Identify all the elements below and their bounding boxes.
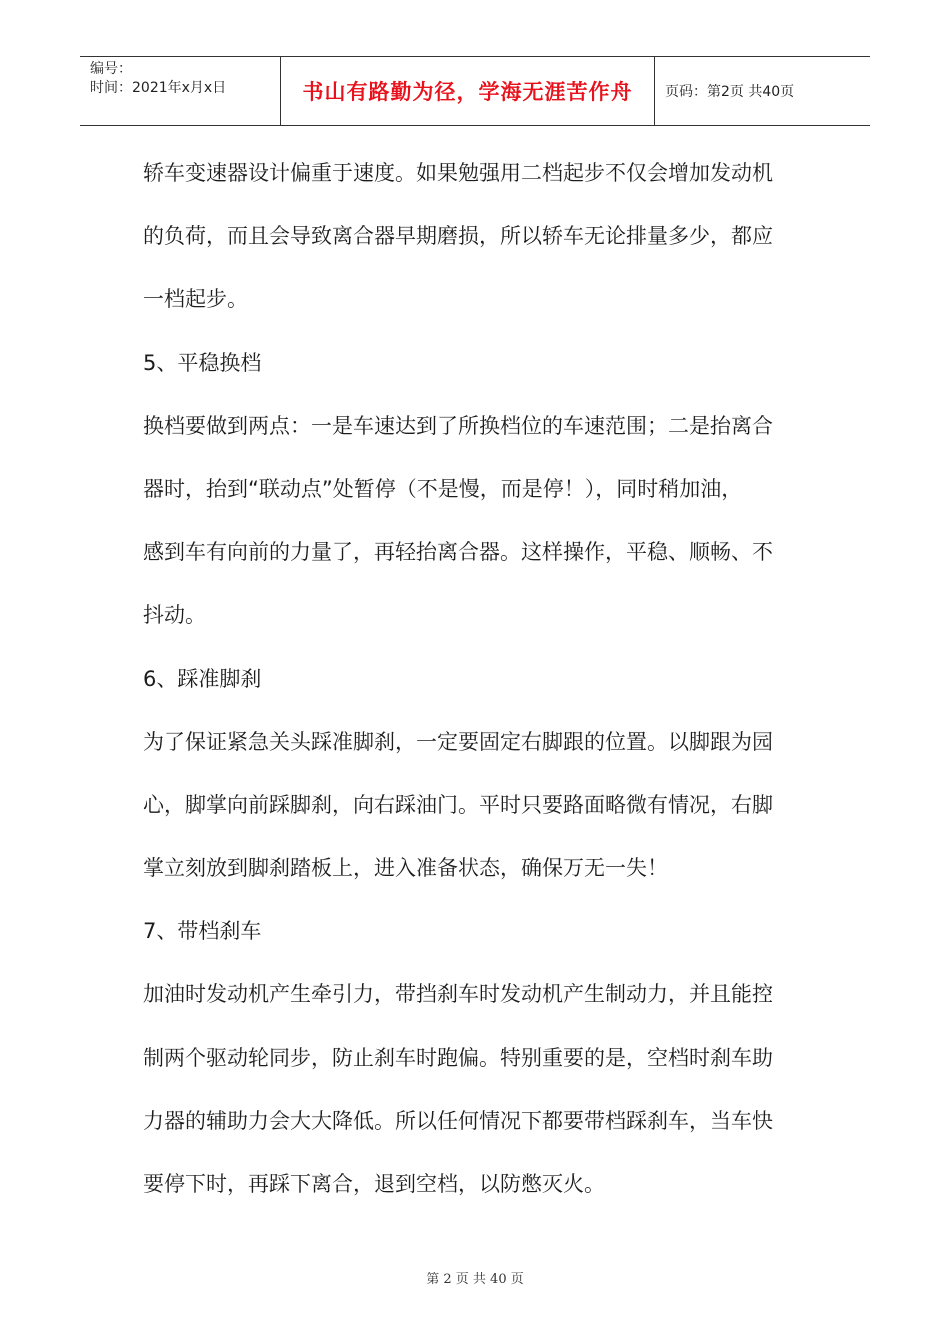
text-line: 轿车变速器设计偏重于速度。如果勉强用二档起步不仅会增加发动机 <box>143 161 773 185</box>
section-heading: 7、带档刹车 <box>143 919 262 944</box>
text-line: 掌立刻放到脚刹踏板上，进入准备状态，确保万无一失！ <box>143 856 668 881</box>
header-meta <box>80 57 281 125</box>
text-line: 的负荷，而且会导致离合器早期磨损，所以轿车无论排量多少，都应 <box>143 224 773 249</box>
text-line: 要停下时，再踩下离合，退到空档，以防憋灭火。 <box>143 1172 605 1196</box>
page-footer: 第 2 页 共 40 页 <box>426 1272 524 1287</box>
text-line: 一档起步。 <box>143 287 248 312</box>
text-line: 力器的辅助力会大大降低。所以任何情况下都要带档踩刹车，当车快 <box>143 1108 773 1133</box>
text-line: 制两个驱动轮同步，防止刹车时跑偏。特别重要的是，空档时刹车助 <box>143 1045 773 1070</box>
text-line: 感到车有向前的力量了，再轻抬离合器。这样操作，平稳、顺畅、不 <box>143 540 773 565</box>
text-line: 心，脚掌向前踩脚刹，向右踩油门。平时只要路面略微有情况，右脚 <box>143 792 773 817</box>
text-line: 抖动。 <box>143 603 206 628</box>
text-line: 为了保证紧急关头踩准脚刹，一定要固定右脚跟的位置。以脚跟为园 <box>143 729 773 754</box>
section-heading: 5、平稳换档 <box>143 350 262 375</box>
header-motto: 书山有路勤为径，学海无涯苦作舟 <box>281 57 655 125</box>
document-body <box>143 142 793 1216</box>
text-line: 器时，抬到“联动点”处暂停（不是慢，而是停！），同时稍加油， <box>143 476 743 501</box>
section-heading: 6、踩准脚刹 <box>143 666 262 691</box>
time-label: 时间：2021年x月x日 <box>90 80 227 96</box>
header-page-info: 页码：第2页 共40页 <box>665 84 795 100</box>
number-label: 编号： <box>90 61 132 77</box>
page-header <box>80 56 870 126</box>
text-line: 加油时发动机产生牵引力，带挡刹车时发动机产生制动力，并且能控 <box>143 982 773 1007</box>
text-line: 换档要做到两点：一是车速达到了所换档位的车速范围；二是抬离合 <box>143 413 773 438</box>
